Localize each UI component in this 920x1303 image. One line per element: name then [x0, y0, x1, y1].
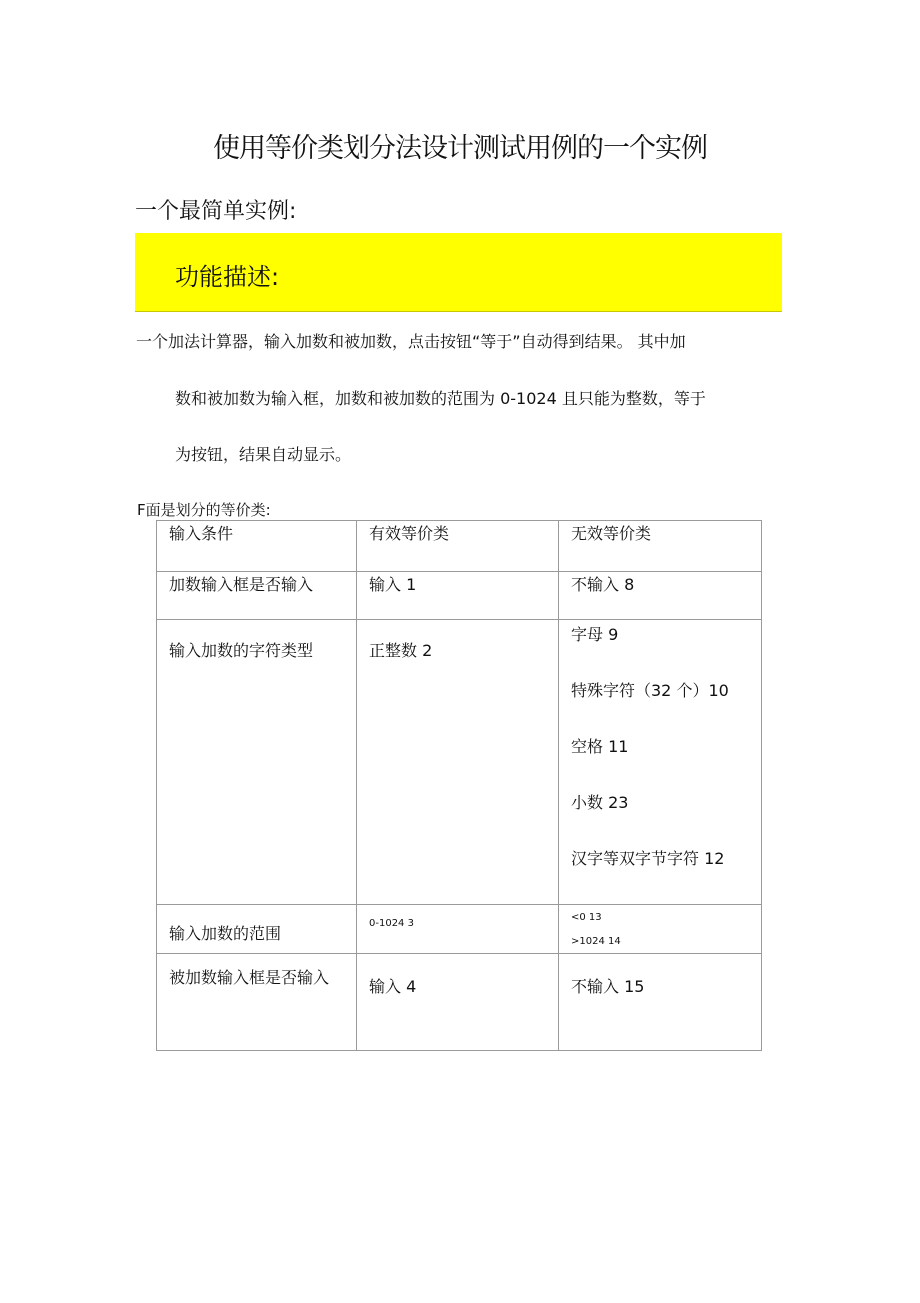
cell-condition-text: 输入加数的字符类型 [169, 641, 314, 660]
table-row [157, 905, 762, 954]
table-intro: F面是划分的等价类: [137, 501, 271, 519]
cell-valid-text: 0-1024 3 [369, 918, 414, 929]
description-line-2: 数和被加数为输入框，加数和被加数的范围为 0-1024 且只能为整数，等于 [175, 389, 706, 408]
table-header-row [157, 521, 762, 572]
header-invalid-class: 无效等价类 [559, 521, 762, 572]
cell-valid-text: 输入 4 [369, 977, 417, 996]
invalid-item: 汉字等双字节字符 12 [571, 849, 725, 868]
invalid-item: 小数 23 [571, 793, 629, 812]
invalid-item: 空格 11 [571, 737, 629, 756]
cell-valid-text: 正整数 2 [369, 641, 433, 660]
table-row [157, 620, 762, 905]
description-line-3: 为按钮，结果自动显示。 [175, 445, 352, 464]
cell-condition [157, 620, 357, 905]
invalid-list [571, 905, 749, 948]
cell-condition-text: 被加数输入框是否输入 [169, 968, 330, 987]
document-title: 使用等价类划分法设计测试用例的一个实例 [213, 133, 707, 164]
invalid-item: 特殊字符（32 个）10 [571, 681, 729, 700]
cell-valid [357, 620, 559, 905]
function-description-banner [135, 233, 782, 312]
table-row [157, 572, 762, 620]
cell-valid: 输入 1 [357, 572, 559, 620]
invalid-item: >1024 14 [571, 936, 621, 947]
cell-condition: 加数输入框是否输入 [157, 572, 357, 620]
cell-invalid [559, 905, 762, 954]
cell-valid [357, 954, 559, 1051]
invalid-item: <0 13 [571, 912, 602, 923]
cell-invalid: 不输入 8 [559, 572, 762, 620]
section-subtitle: 一个最简单实例: [135, 199, 297, 224]
cell-condition-text: 输入加数的范围 [169, 924, 282, 943]
cell-condition [157, 954, 357, 1051]
cell-condition [157, 905, 357, 954]
cell-invalid [559, 954, 762, 1051]
cell-invalid-text: 不输入 15 [571, 977, 645, 996]
header-input-condition: 输入条件 [157, 521, 357, 572]
cell-invalid [559, 620, 762, 905]
header-valid-class: 有效等价类 [357, 521, 559, 572]
description-line-1: 一个加法计算器，输入加数和被加数，点击按钮“等于”自动得到结果。 其中加 [136, 332, 686, 351]
cell-valid [357, 905, 559, 954]
invalid-item: 字母 9 [571, 625, 619, 644]
invalid-list [571, 620, 749, 904]
table-row [157, 954, 762, 1051]
equivalence-class-table [156, 520, 762, 1051]
banner-heading: 功能描述: [175, 263, 280, 291]
